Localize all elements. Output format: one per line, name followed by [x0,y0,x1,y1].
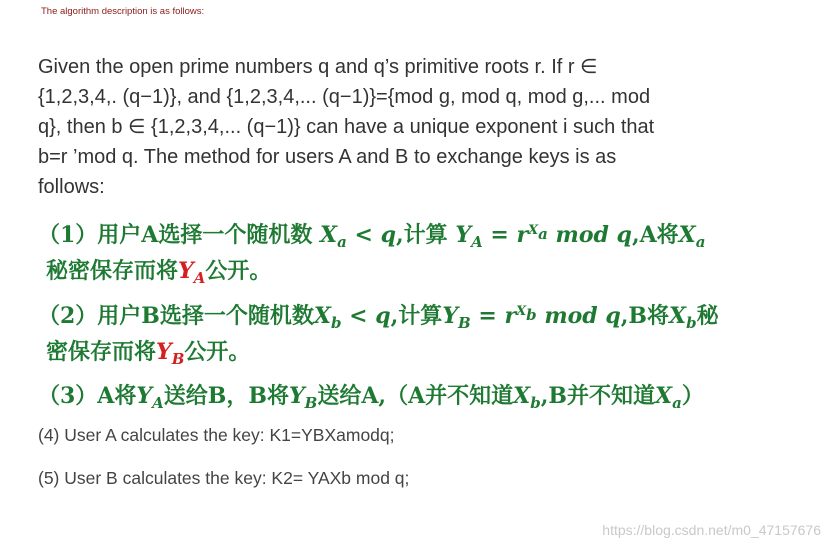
step-5: (5) User B calculates the key: K2= YAXb mod q; [38,468,410,488]
step-1-line-2: 秘密保存而将$Y_A$公开。 [46,258,272,287]
watermark: https://blog.csdn.net/m0_47157676 [602,522,821,538]
intro-line: b=r ’mod q. The method for users A and B to exchange keys is as [38,146,617,168]
intro-line: q}, then b ∈ {1,2,3,4,... (q−1)} can have a unique exponent i such that [38,116,655,138]
intro-line: Given the open prime numbers q and q’s primitive roots r. If r ∈ [38,56,598,78]
caption: The algorithm description is as follows: [41,6,205,17]
step-1-line-1: （1）用户A选择一个随机数 $X_a < q$,计算 $Y_A = r^{X_a}$ mod q,A将$X_a$ [38,222,706,251]
step-2-line-1: （2）用户B选择一个随机数$X_b < q$,计算$Y_B = r^{X_b}$ mod q,B将$X_b$秘 [38,303,719,332]
step-2-line-2: 密保存而将$Y_B$公开。 [46,339,251,368]
intro-paragraph [38,52,798,202]
intro-line: follows: [38,176,105,198]
step-3: （3）A将$Y_A$送给B，B将$Y_B$送给A,（A并不知道$X_b,B$并不知道$X_a$） [38,383,704,412]
step-4: (4) User A calculates the key: K1=YBXamodq; [38,425,395,445]
intro-line: {1,2,3,4,. (q−1)}, and {1,2,3,4,... (q−1)}={mod g, mod q, mod g,... mod [38,86,651,108]
